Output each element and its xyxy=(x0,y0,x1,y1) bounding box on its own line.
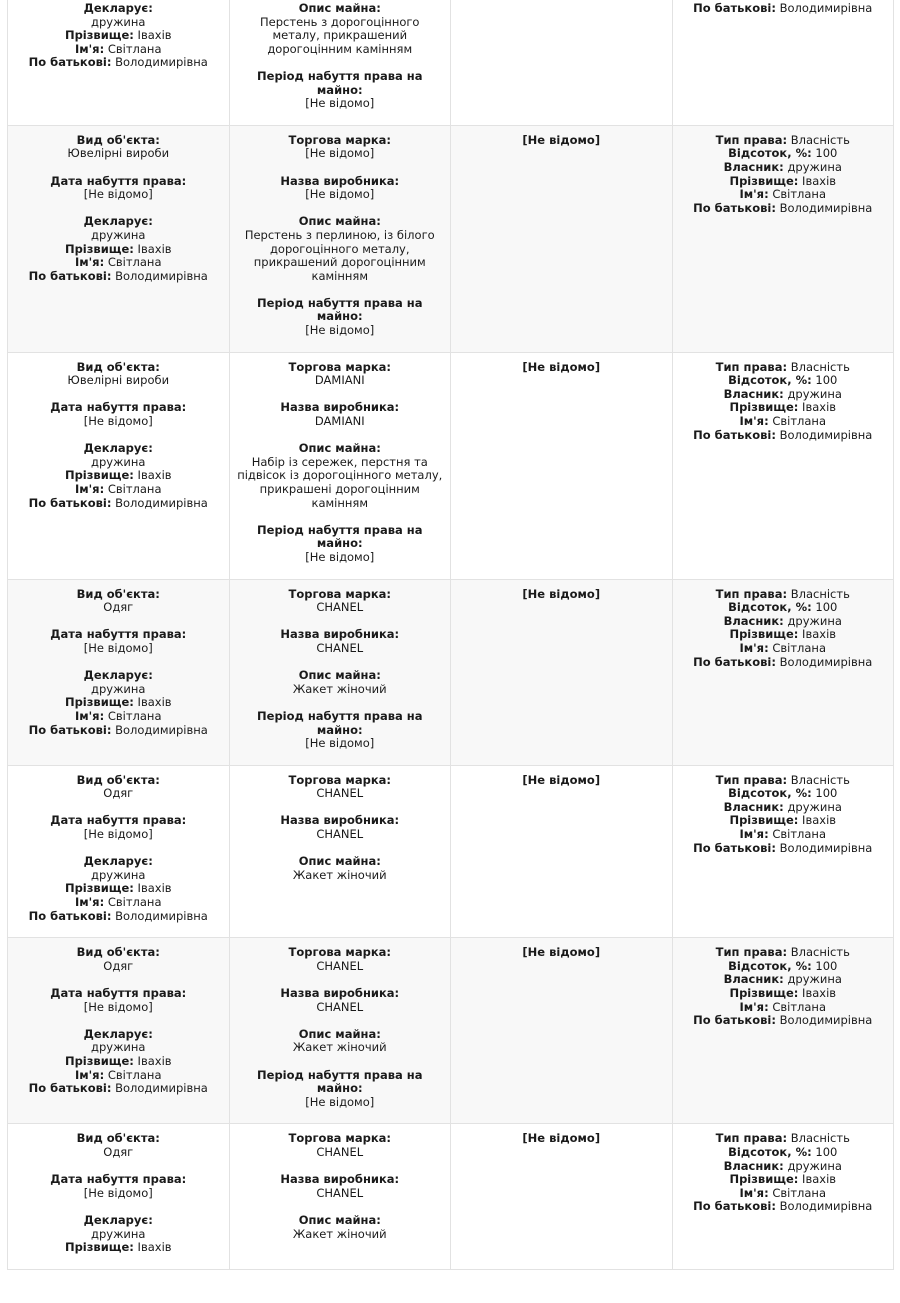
object-cell xyxy=(8,579,230,765)
name-value: Світлана xyxy=(772,187,826,202)
surname-label: Прізвище: xyxy=(729,400,799,415)
details-cell xyxy=(229,938,451,1124)
name-value: Світлана xyxy=(772,827,826,842)
share-value: 100 xyxy=(815,146,838,161)
name-label: Ім'я: xyxy=(74,41,105,56)
patronymic-value: Володимирівна xyxy=(779,654,873,669)
value-unknown: [Не відомо] xyxy=(522,1131,601,1146)
details-cell xyxy=(229,579,451,765)
declarant-relation: дружина xyxy=(91,1040,146,1055)
declarant-label: Декларує: xyxy=(83,668,153,683)
owner-label: Власник: xyxy=(723,1158,784,1173)
surname-value: Івахів xyxy=(802,986,837,1000)
surname-label: Прізвище: xyxy=(64,881,134,896)
period-label: Період набуття права на майно: xyxy=(257,295,423,324)
description-value: Набір із сережек, перстня та підвісок із дорогоцінного металу, прикрашені дорогоцінним камінням xyxy=(237,454,443,510)
declaration-table-container xyxy=(7,0,893,1270)
value-cell xyxy=(451,352,673,579)
patronymic-value: Володимирівна xyxy=(115,55,208,70)
patronymic-label: По батькові: xyxy=(28,1081,112,1096)
patronymic-value: Володимирівна xyxy=(779,1199,873,1214)
patronymic-value: Володимирівна xyxy=(115,268,208,283)
object-type-value: Ювелірні вироби xyxy=(67,373,170,388)
name-label: Ім'я: xyxy=(74,482,105,496)
manufacturer-value: CHANEL xyxy=(316,827,364,842)
details-cell xyxy=(229,1124,451,1269)
name-value: Світлана xyxy=(772,999,826,1014)
surname-label: Прізвище: xyxy=(729,813,799,828)
object-type-label: Вид об'єкта: xyxy=(76,772,160,787)
table-row xyxy=(8,765,894,938)
brand-value: CHANEL xyxy=(316,786,364,801)
share-label: Відсоток, %: xyxy=(728,1144,812,1159)
surname-label: Прізвище: xyxy=(729,173,799,188)
declarant-label: Декларує: xyxy=(83,1026,153,1041)
right-cell xyxy=(672,765,894,938)
surname-label: Прізвище: xyxy=(64,241,134,256)
right-type-value: Власність xyxy=(790,132,850,147)
patronymic-value: Володимирівна xyxy=(779,1013,873,1028)
patronymic-label: По батькові: xyxy=(28,908,112,923)
patronymic-label: По батькові: xyxy=(28,268,112,283)
brand-value: [Не відомо] xyxy=(305,146,375,161)
right-type-value: Власність xyxy=(790,945,850,960)
manufacturer-label: Назва виробника: xyxy=(280,400,400,415)
brand-label: Торгова марка: xyxy=(288,772,391,787)
right-type-label: Тип права: xyxy=(715,945,788,960)
name-value: Світлана xyxy=(107,255,162,270)
patronymic-value: Володимирівна xyxy=(779,1,873,15)
value-unknown: [Не відомо] xyxy=(522,586,601,601)
surname-label: Прізвище: xyxy=(64,1053,134,1068)
acquire-date-label: Дата набуття права: xyxy=(50,986,187,1000)
value-cell xyxy=(451,765,673,938)
share-label: Відсоток, %: xyxy=(728,373,812,388)
name-label: Ім'я: xyxy=(74,1067,105,1082)
patronymic-value: Володимирівна xyxy=(779,200,873,215)
name-label: Ім'я: xyxy=(739,827,769,842)
acquire-date-label: Дата набуття права: xyxy=(50,400,187,415)
surname-value: Івахів xyxy=(137,881,172,896)
owner-value: дружина xyxy=(787,386,842,401)
brand-value: CHANEL xyxy=(316,1144,364,1159)
declarant-relation: дружина xyxy=(91,867,146,882)
details-cell xyxy=(229,125,451,352)
object-type-label: Вид об'єкта: xyxy=(76,359,160,374)
right-type-label: Тип права: xyxy=(715,586,788,601)
name-value: Світлана xyxy=(107,482,162,496)
description-value: Жакет жіночий xyxy=(292,867,387,882)
owner-label: Власник: xyxy=(723,613,784,628)
declarant-label: Декларує: xyxy=(83,1212,153,1227)
patronymic-label: По батькові: xyxy=(28,722,112,737)
share-value: 100 xyxy=(815,1144,838,1159)
owner-label: Власник: xyxy=(723,386,784,401)
object-type-value: Одяг xyxy=(103,600,134,615)
declarant-label: Декларує: xyxy=(83,441,153,456)
patronymic-label: По батькові: xyxy=(693,1013,776,1028)
declarant-relation: дружина xyxy=(91,14,146,29)
name-label: Ім'я: xyxy=(74,895,105,910)
name-label: Ім'я: xyxy=(739,999,769,1014)
description-label: Опис майна: xyxy=(298,1212,381,1227)
period-value: [Не відомо] xyxy=(305,323,375,338)
declarant-relation: дружина xyxy=(91,227,146,242)
description-value: Жакет жіночий xyxy=(292,1226,387,1241)
acquire-date-value: [Не відомо] xyxy=(83,827,153,842)
object-type-label: Вид об'єкта: xyxy=(76,586,160,601)
acquire-date-value: [Не відомо] xyxy=(83,414,153,429)
owner-label: Власник: xyxy=(723,159,784,174)
description-label: Опис майна: xyxy=(298,1026,381,1041)
share-label: Відсоток, %: xyxy=(728,958,812,973)
declarant-relation: дружина xyxy=(91,681,146,696)
owner-label: Власник: xyxy=(723,799,784,814)
right-cell xyxy=(672,579,894,765)
object-type-label: Вид об'єкта: xyxy=(76,945,160,960)
manufacturer-value: CHANEL xyxy=(316,1185,364,1200)
patronymic-label: По батькові: xyxy=(693,840,776,855)
surname-value: Івахів xyxy=(137,468,172,483)
acquire-date-label: Дата набуття права: xyxy=(50,627,187,642)
acquire-date-value: [Не відомо] xyxy=(83,999,153,1014)
value-unknown: [Не відомо] xyxy=(522,772,601,787)
acquire-date-label: Дата набуття права: xyxy=(50,173,187,188)
right-cell xyxy=(672,938,894,1124)
value-cell xyxy=(451,938,673,1124)
surname-value: Івахів xyxy=(137,1053,172,1068)
declarant-label: Декларує: xyxy=(83,214,153,229)
right-cell xyxy=(672,0,894,125)
manufacturer-label: Назва виробника: xyxy=(280,173,400,188)
movable-property-table xyxy=(7,0,894,1270)
object-cell xyxy=(8,352,230,579)
acquire-date-value: [Не відомо] xyxy=(83,1185,153,1200)
patronymic-label: По батькові: xyxy=(693,654,776,669)
table-row xyxy=(8,938,894,1124)
value-cell xyxy=(451,1124,673,1269)
value-cell xyxy=(451,125,673,352)
surname-value: Івахів xyxy=(137,28,172,43)
share-label: Відсоток, %: xyxy=(728,600,812,615)
acquire-date-value: [Не відомо] xyxy=(83,640,153,655)
name-value: Світлана xyxy=(107,895,162,910)
manufacturer-label: Назва виробника: xyxy=(280,627,400,642)
surname-label: Прізвище: xyxy=(729,1172,799,1187)
patronymic-label: По батькові: xyxy=(28,495,112,510)
table-row xyxy=(8,125,894,352)
object-type-value: Одяг xyxy=(103,958,134,973)
period-value: [Не відомо] xyxy=(305,549,375,564)
share-value: 100 xyxy=(815,958,838,973)
share-label: Відсоток, %: xyxy=(728,786,812,801)
owner-value: дружина xyxy=(787,799,842,814)
details-cell xyxy=(229,0,451,125)
name-label: Ім'я: xyxy=(74,255,105,270)
acquire-date-value: [Не відомо] xyxy=(83,187,153,202)
object-cell xyxy=(8,0,230,125)
surname-label: Прізвище: xyxy=(729,986,799,1000)
right-type-label: Тип права: xyxy=(715,772,788,787)
surname-value: Івахів xyxy=(137,241,172,256)
description-value: Жакет жіночий xyxy=(292,1040,387,1055)
patronymic-value: Володимирівна xyxy=(115,722,208,737)
surname-value: Івахів xyxy=(137,1240,172,1255)
object-cell xyxy=(8,125,230,352)
value-unknown: [Не відомо] xyxy=(522,945,601,960)
period-value: [Не відомо] xyxy=(305,1094,375,1109)
name-label: Ім'я: xyxy=(739,187,769,202)
name-value: Світлана xyxy=(772,1185,826,1200)
brand-label: Торгова марка: xyxy=(288,359,391,374)
object-cell xyxy=(8,938,230,1124)
owner-value: дружина xyxy=(787,159,842,174)
value-unknown: [Не відомо] xyxy=(522,132,601,147)
period-value: [Не відомо] xyxy=(305,96,375,111)
right-type-value: Власність xyxy=(790,1131,850,1146)
surname-value: Івахів xyxy=(137,695,172,710)
table-row xyxy=(8,0,894,125)
acquire-date-label: Дата набуття права: xyxy=(50,813,187,828)
period-label: Період набуття права на майно: xyxy=(257,1067,423,1096)
name-value: Світлана xyxy=(107,1067,162,1082)
brand-value: CHANEL xyxy=(316,958,364,973)
right-type-label: Тип права: xyxy=(715,1131,788,1146)
manufacturer-value: CHANEL xyxy=(316,640,364,655)
name-value: Світлана xyxy=(772,640,826,655)
manufacturer-value: [Не відомо] xyxy=(305,187,375,202)
right-type-value: Власність xyxy=(790,772,850,787)
patronymic-label: По батькові: xyxy=(693,1,776,15)
owner-value: дружина xyxy=(787,972,842,987)
share-value: 100 xyxy=(815,600,838,615)
surname-label: Прізвище: xyxy=(64,695,134,710)
table-row xyxy=(8,352,894,579)
object-type-value: Ювелірні вироби xyxy=(67,146,170,161)
share-label: Відсоток, %: xyxy=(728,146,812,161)
description-value: Жакет жіночий xyxy=(292,681,387,696)
declarant-relation: дружина xyxy=(91,454,146,469)
declarant-relation: дружина xyxy=(91,1226,146,1241)
brand-label: Торгова марка: xyxy=(288,586,391,601)
manufacturer-value: DAMIANI xyxy=(314,414,365,429)
object-cell xyxy=(8,1124,230,1269)
surname-label: Прізвище: xyxy=(64,28,134,43)
right-type-value: Власність xyxy=(790,359,850,374)
right-cell xyxy=(672,1124,894,1269)
owner-value: дружина xyxy=(787,1158,842,1173)
acquire-date-label: Дата набуття права: xyxy=(50,1172,187,1187)
right-type-label: Тип права: xyxy=(715,359,788,374)
description-label: Опис майна: xyxy=(298,214,381,229)
description-label: Опис майна: xyxy=(298,1,381,15)
object-type-value: Одяг xyxy=(103,786,134,801)
patronymic-label: По батькові: xyxy=(28,55,112,70)
surname-value: Івахів xyxy=(802,627,837,642)
manufacturer-label: Назва виробника: xyxy=(280,986,400,1000)
patronymic-value: Володимирівна xyxy=(779,427,873,442)
details-cell xyxy=(229,765,451,938)
table-row xyxy=(8,579,894,765)
brand-label: Торгова марка: xyxy=(288,945,391,960)
right-type-label: Тип права: xyxy=(715,132,788,147)
period-value: [Не відомо] xyxy=(305,736,375,751)
period-label: Період набуття права на майно: xyxy=(257,522,423,551)
table-row xyxy=(8,1124,894,1269)
brand-label: Торгова марка: xyxy=(288,1131,391,1146)
surname-label: Прізвище: xyxy=(64,468,134,483)
surname-value: Івахів xyxy=(802,173,837,188)
manufacturer-label: Назва виробника: xyxy=(280,813,400,828)
patronymic-label: По батькові: xyxy=(693,200,776,215)
name-label: Ім'я: xyxy=(739,414,769,429)
value-cell xyxy=(451,0,673,125)
surname-label: Прізвище: xyxy=(64,1240,134,1255)
share-value: 100 xyxy=(815,786,838,801)
right-cell xyxy=(672,352,894,579)
description-label: Опис майна: xyxy=(298,668,381,683)
value-cell xyxy=(451,579,673,765)
manufacturer-value: CHANEL xyxy=(316,999,364,1014)
manufacturer-label: Назва виробника: xyxy=(280,1172,400,1187)
description-value: Перстень з перлиною, із білого дорогоцінного металу, прикрашений дорогоцінним камінням xyxy=(244,227,435,283)
declarant-label: Декларує: xyxy=(83,1,153,15)
description-label: Опис майна: xyxy=(298,441,381,456)
declarant-label: Декларує: xyxy=(83,854,153,869)
period-label: Період набуття права на майно: xyxy=(257,708,423,737)
patronymic-value: Володимирівна xyxy=(115,908,208,923)
share-value: 100 xyxy=(815,373,838,388)
object-cell xyxy=(8,765,230,938)
brand-value: DAMIANI xyxy=(314,373,365,388)
brand-label: Торгова марка: xyxy=(288,132,391,147)
value-unknown: [Не відомо] xyxy=(522,359,601,374)
period-label: Період набуття права на майно: xyxy=(257,68,423,97)
patronymic-value: Володимирівна xyxy=(115,1081,208,1096)
patronymic-label: По батькові: xyxy=(693,427,776,442)
right-cell xyxy=(672,125,894,352)
owner-label: Власник: xyxy=(723,972,784,987)
patronymic-value: Володимирівна xyxy=(115,495,208,510)
description-value: Перстень з дорогоцінного металу, прикрашений дорогоцінним камінням xyxy=(260,14,420,56)
right-type-value: Власність xyxy=(790,586,850,601)
name-label: Ім'я: xyxy=(74,708,105,723)
name-label: Ім'я: xyxy=(739,1185,769,1200)
brand-value: CHANEL xyxy=(316,600,364,615)
name-label: Ім'я: xyxy=(739,640,769,655)
object-type-value: Одяг xyxy=(103,1144,134,1159)
object-type-label: Вид об'єкта: xyxy=(76,1131,160,1146)
owner-value: дружина xyxy=(787,613,842,628)
surname-label: Прізвище: xyxy=(729,627,799,642)
patronymic-value: Володимирівна xyxy=(779,840,873,855)
name-value: Світлана xyxy=(107,41,162,56)
surname-value: Івахів xyxy=(802,813,837,828)
description-label: Опис майна: xyxy=(298,854,381,869)
surname-value: Івахів xyxy=(802,400,837,415)
object-type-label: Вид об'єкта: xyxy=(76,132,160,147)
name-value: Світлана xyxy=(772,414,826,429)
details-cell xyxy=(229,352,451,579)
surname-value: Івахів xyxy=(802,1172,837,1187)
name-value: Світлана xyxy=(107,708,162,723)
patronymic-label: По батькові: xyxy=(693,1199,776,1214)
